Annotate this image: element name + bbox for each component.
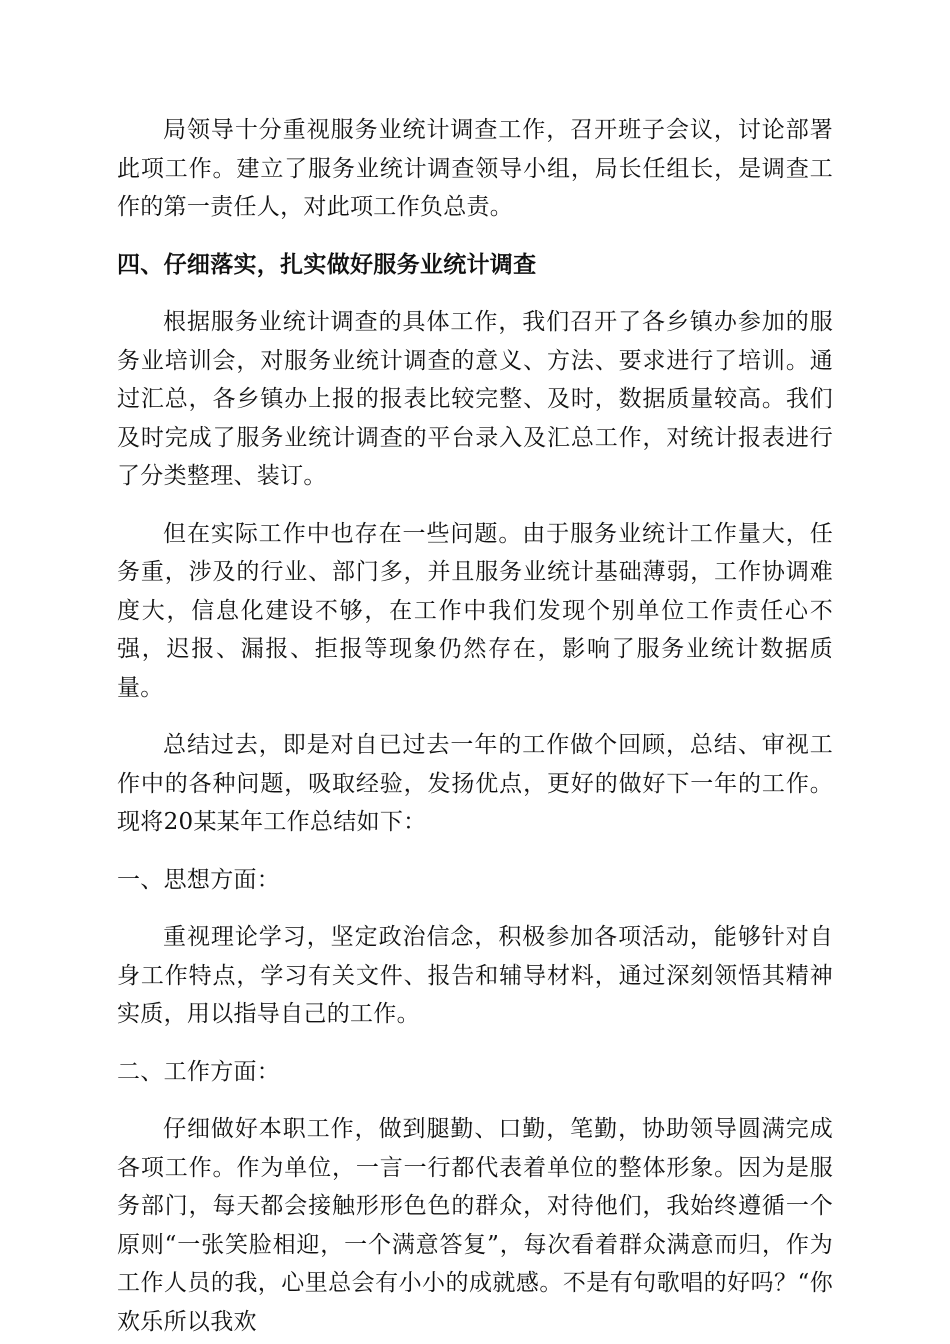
paragraph-work: 仔细做好本职工作，做到腿勤、口勤，笔勤，协助领导圆满完成各项工作。作为单位，一言一行都代表着单位的整体形象。因为是服务部门，每天都会接触形形色色的群众，对待他们，我始终遵循一个原则“一张笑脸相迎，一个满意答复”，每次看着群众满意而归，作为工作人员的我，心里总会有小小的成就感。不是有句歌唱的好吗？“你欢乐所以我欢 — [117, 1116, 833, 1335]
document-body — [117, 111, 833, 1341]
subheading-thought: 一、思想方面： — [117, 866, 281, 893]
paragraph-problems: 但在实际工作中也存在一些问题。由于服务业统计工作量大，任务重，涉及的行业、部门多，并且服务业统计基础薄弱，工作协调难度大，信息化建设不够，在工作中我们发现个别单位工作责任心不强，迟报、漏报、拒报等现象仍然存在，影响了服务业统计数据质量。 — [117, 520, 833, 701]
paragraph-summary-intro: 总结过去，即是对自已过去一年的工作做个回顾，总结、审视工作中的各种问题，吸取经验，发扬优点，更好的做好下一年的工作。现将20某某年工作总结如下： — [117, 732, 833, 835]
paragraph-training: 根据服务业统计调查的具体工作，我们召开了各乡镇办参加的服务业培训会，对服务业统计调查的意义、方法、要求进行了培训。通过汇总，各乡镇办上报的报表比较完整、及时，数据质量较高。我们及时完成了服务业统计调查的平台录入及汇总工作，对统计报表进行了分类整理、装订。 — [117, 309, 833, 489]
paragraph-thought: 重视理论学习，坚定政治信念，积极参加各项活动，能够针对自身工作特点，学习有关文件、报告和辅导材料，通过深刻领悟其精神实质，用以指导自己的工作。 — [117, 924, 833, 1027]
section-heading-four: 四、仔细落实，扎实做好服务业统计调查 — [117, 251, 537, 278]
paragraph-leadership: 局领导十分重视服务业统计调查工作，召开班子会议，讨论部署此项工作。建立了服务业统计调查领导小组，局长任组长，是调查工作的第一责任人，对此项工作负总责。 — [117, 117, 833, 220]
subheading-work: 二、工作方面： — [117, 1058, 281, 1085]
